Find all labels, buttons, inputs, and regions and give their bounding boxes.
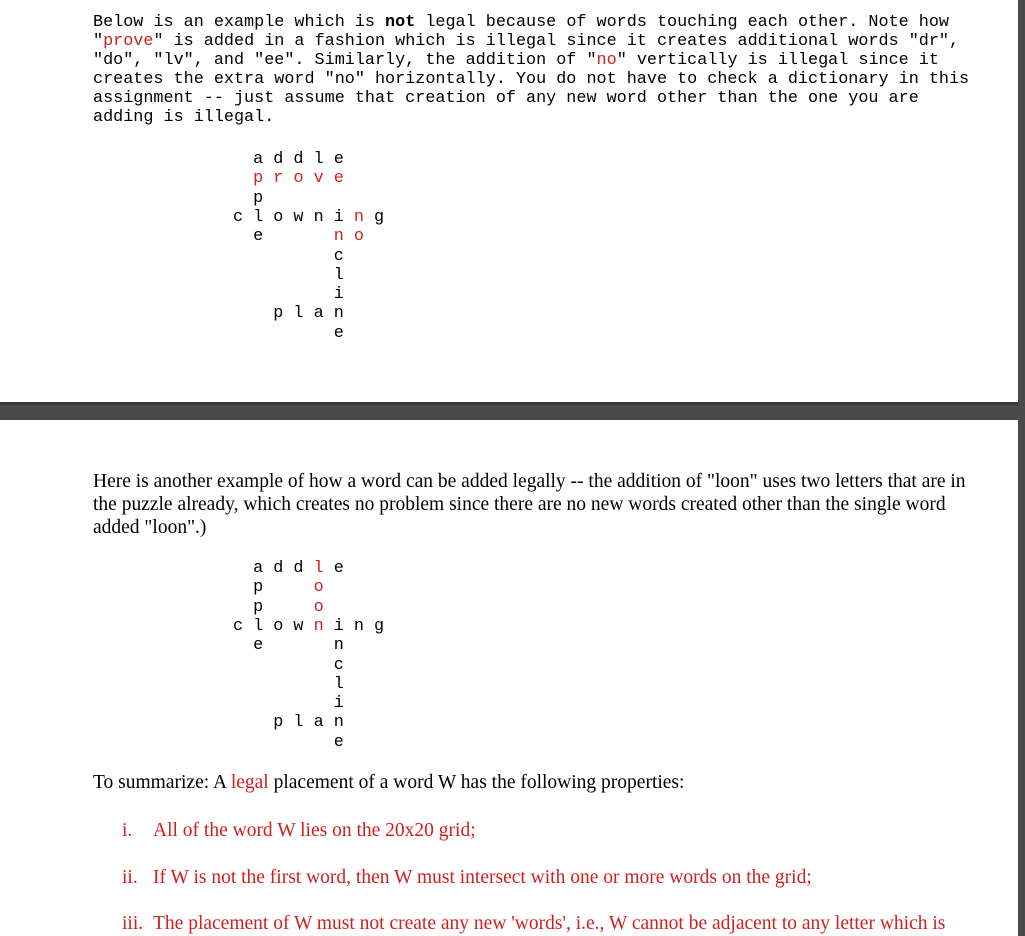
highlighted-word: prove	[103, 32, 154, 51]
grid-letters: c l o w	[233, 616, 314, 636]
illegal-example-paragraph	[93, 13, 993, 127]
highlighted-word: no	[596, 51, 617, 70]
example-illegal-panel	[0, 0, 1018, 402]
added-word-letters: n	[313, 616, 324, 636]
grid-letters	[233, 169, 253, 188]
grid-row	[233, 169, 344, 188]
grid-row	[233, 266, 344, 285]
added-word-letters: l	[313, 559, 324, 578]
rule-text: The placement of W must not create any new 'words', i.e., W cannot be adjacent to any letter which is	[153, 913, 946, 934]
added-word-letters: o	[313, 578, 324, 598]
grid-letters: e n	[233, 636, 344, 656]
grid-row	[233, 578, 324, 597]
grid-letters: e	[233, 323, 344, 343]
grid-letters: l	[233, 674, 344, 694]
grid-letters: p l a n	[233, 713, 344, 733]
window-right-border	[1018, 0, 1025, 936]
grid-letters: p l a n	[233, 304, 344, 324]
grid-letters: a d d l e	[233, 150, 344, 169]
grid-letters: g	[363, 207, 385, 227]
grid-row	[233, 150, 344, 169]
summary-heading	[93, 772, 684, 794]
rule-item	[122, 867, 812, 889]
grid-letters: c	[233, 655, 344, 675]
paragraph-text: legal because of words touching each other. Note how "	[93, 13, 949, 51]
grid-letters: i	[233, 285, 344, 305]
grid-letters: c l o w n i	[233, 207, 354, 227]
added-word-letters: n	[353, 207, 364, 227]
rule-text: If W is not the first word, then W must intersect with one or more words on the grid;	[153, 867, 812, 888]
legal-example-paragraph: Here is another example of how a word can be added legally -- the addition of "loon" uses two letters that are in the puzzle already, which creates no problem since there are no new words created other than the single word added "loon".)	[93, 471, 966, 538]
grid-letters: e	[323, 559, 344, 578]
grid-row	[233, 189, 263, 208]
grid-row	[233, 675, 344, 694]
paragraph-text: Below is an example which is	[93, 13, 386, 32]
grid-row	[233, 247, 344, 266]
grid-row	[233, 713, 344, 732]
grid-row	[233, 559, 344, 578]
summary-text-after: placement of a word W has the following properties:	[268, 772, 685, 793]
summary-text-before: To summarize: A	[93, 772, 231, 793]
grid-letters: e	[233, 732, 344, 752]
rule-item	[122, 820, 476, 842]
grid-row	[233, 656, 344, 675]
grid-letters: i	[233, 694, 344, 714]
added-word-letters: p r o v e	[253, 169, 344, 189]
grid-letters: p	[233, 188, 264, 208]
rule-number: i.	[122, 820, 133, 841]
paragraph-text: " is added in a fashion which is illegal since it creates additional words "dr", "do", "lv", and "ee". Similarly, the addition of "	[93, 32, 960, 70]
grid-row	[233, 304, 344, 323]
grid-letters: c	[233, 246, 344, 266]
rule-text: All of the word W lies on the 20x20 grid;	[153, 820, 476, 841]
grid-letters: p	[233, 578, 314, 598]
grid-row	[233, 285, 344, 304]
paragraph-text: " vertically is illegal since it creates the extra word "no" horizontally. You do not have to check a dictionary in this assignment -- just assume that creation of any new word other than the one you are adding is illegal.	[93, 51, 970, 127]
grid-letters: i n g	[323, 616, 385, 636]
grid-row	[233, 227, 364, 246]
grid-letters: a d d	[233, 559, 314, 578]
grid-letters: p	[233, 597, 314, 617]
added-word-letters: o	[313, 597, 324, 617]
grid-row	[233, 598, 324, 617]
rule-number: iii.	[122, 913, 144, 934]
rule-item	[122, 913, 945, 935]
grid-row	[233, 324, 344, 343]
grid-row	[233, 208, 384, 227]
summary-legal-highlight: legal	[230, 772, 269, 793]
grid-row	[233, 617, 384, 636]
section-divider	[0, 402, 1025, 420]
grid-row	[233, 733, 344, 752]
grid-letters: l	[233, 265, 344, 285]
rule-number: ii.	[122, 867, 138, 888]
added-word-letters: n o	[333, 227, 364, 247]
emphasis-text: not	[385, 13, 416, 32]
grid-row	[233, 636, 344, 655]
grid-row	[233, 694, 344, 713]
grid-letters: e	[233, 227, 334, 247]
